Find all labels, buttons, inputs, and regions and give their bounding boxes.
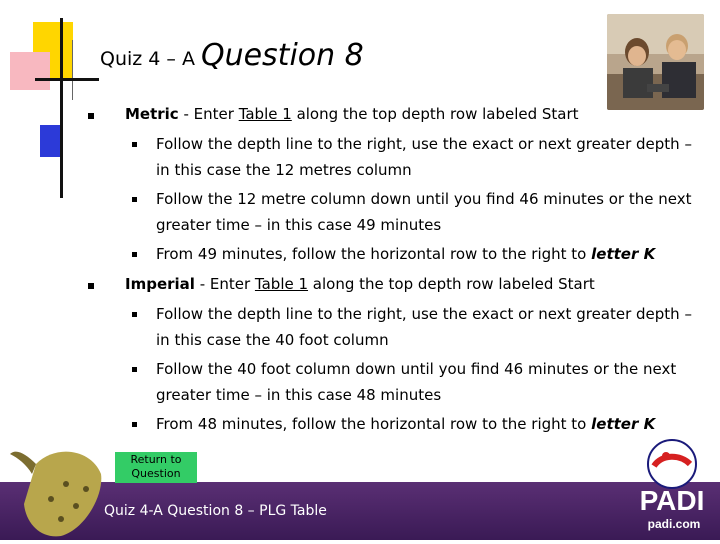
list-item-cont: in this case the 12 metres column	[156, 161, 412, 179]
list-item-cont: greater time – in this case 49 minutes	[156, 216, 442, 234]
table-link[interactable]: Table 1	[254, 275, 309, 293]
section-metric-heading	[125, 105, 579, 123]
list-item: Follow the depth line to the right, use the exact or next greater depth –	[156, 305, 692, 323]
list-item-text: From 49 minutes, follow the horizontal row to the right to	[156, 245, 592, 263]
return-button-line2: Question	[131, 467, 181, 480]
padi-logo-icon	[636, 438, 714, 536]
section-intro-pre: - Enter	[178, 105, 239, 123]
section-intro-post: along the top depth row labeled Start	[291, 105, 579, 123]
decor-blue-square	[40, 125, 62, 157]
divers-photo-icon	[607, 14, 704, 110]
list-item: Follow the 40 foot column down until you find 46 minutes or the next	[156, 360, 677, 378]
bullet-icon	[132, 312, 137, 317]
result-letter: letter K	[591, 415, 656, 433]
list-item-text: From 48 minutes, follow the horizontal row to the right to	[156, 415, 592, 433]
bullet-icon	[132, 367, 137, 372]
bullet-icon	[132, 422, 137, 427]
decor-thin-line	[72, 40, 73, 100]
list-item	[156, 415, 655, 433]
fish-icon	[6, 434, 106, 540]
decor-horizontal-line	[35, 78, 99, 81]
return-to-question-button[interactable]	[115, 452, 197, 483]
section-imperial-heading	[125, 275, 595, 293]
section-label: Metric	[125, 105, 179, 123]
slide-title	[100, 38, 364, 73]
decor-pink-square	[10, 52, 50, 90]
decor-vertical-line	[60, 18, 63, 198]
section-label: Imperial	[125, 275, 195, 293]
list-item	[156, 245, 655, 263]
padi-url-text: padi.com	[647, 517, 701, 531]
list-item: Follow the depth line to the right, use the exact or next greater depth –	[156, 135, 692, 153]
footer-title: Quiz 4-A Question 8 – PLG Table	[104, 503, 327, 519]
bullet-icon	[132, 252, 137, 257]
section-intro-pre: - Enter	[194, 275, 255, 293]
list-item-cont: greater time – in this case 48 minutes	[156, 386, 442, 404]
bullet-icon	[88, 283, 94, 289]
title-prefix: Quiz 4 – A	[100, 48, 195, 70]
padi-logo-text: PADI	[639, 485, 705, 516]
section-intro-post: along the top depth row labeled Start	[308, 275, 595, 293]
table-link[interactable]: Table 1	[238, 105, 292, 123]
bullet-icon	[132, 197, 137, 202]
result-letter: letter K	[591, 245, 656, 263]
title-main: Question 8	[200, 38, 364, 73]
list-item: Follow the 12 metre column down until you find 46 minutes or the next	[156, 190, 692, 208]
return-button-line1: Return to	[130, 453, 182, 466]
list-item-cont: in this case the 40 foot column	[156, 331, 389, 349]
bullet-icon	[132, 142, 137, 147]
bullet-icon	[88, 113, 94, 119]
